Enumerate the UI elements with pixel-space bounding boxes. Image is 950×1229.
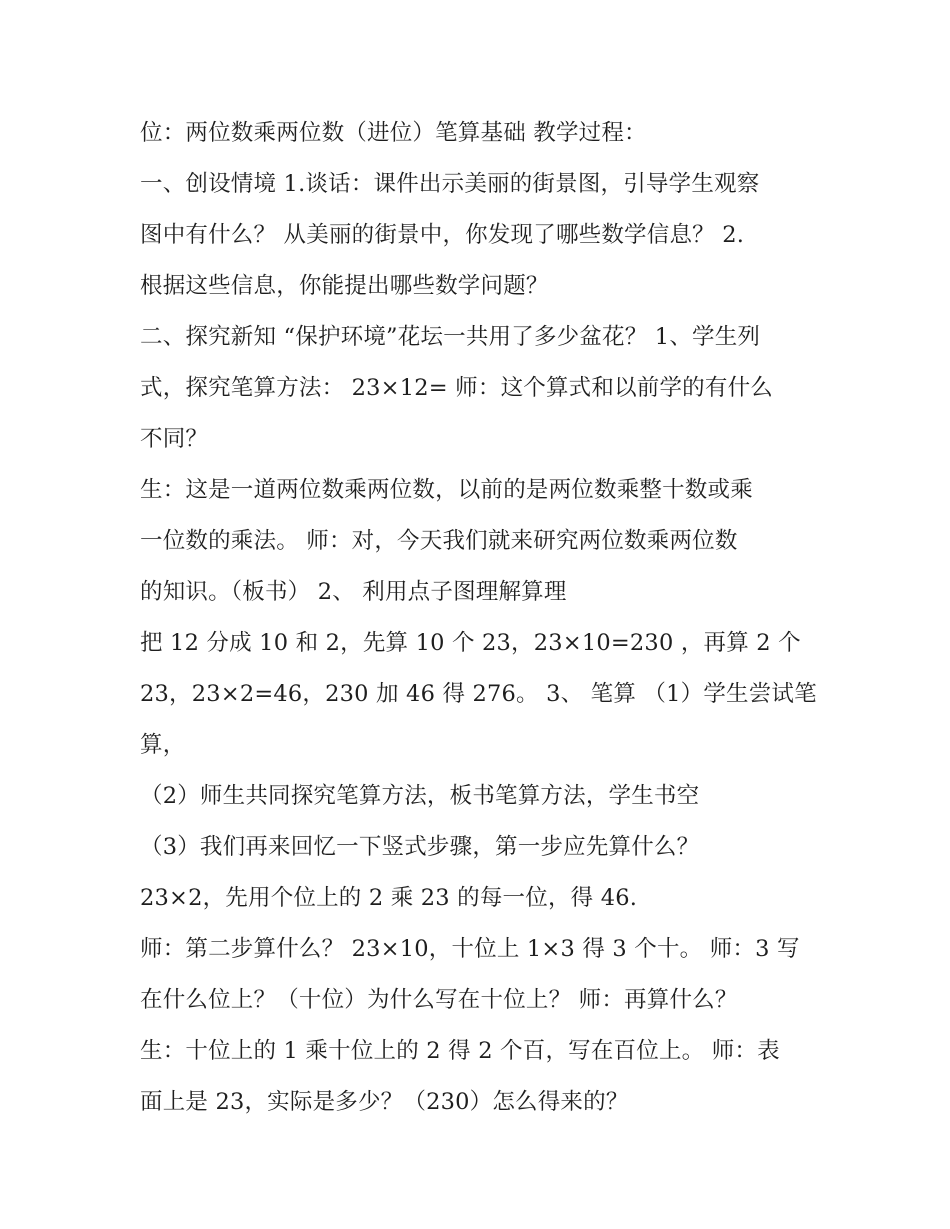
text-line-16: 23×2，先用个位上的 2 乘 23 的每一位，得 46. bbox=[140, 885, 638, 911]
text-line-15: （3）我们再来回忆一下竖式步骤，第一步应先算什么？ bbox=[140, 834, 700, 860]
document-body bbox=[140, 108, 820, 1128]
text-line-11: 把 12 分成 10 和 2，先算 10 个 23，23×10=230 ，再算 2 个 bbox=[140, 630, 801, 656]
text-line-4: 根据这些信息，你能提出哪些数学问题？ bbox=[140, 273, 549, 299]
text-line-5: 二、探究新知 “保护环境”花坛一共用了多少盆花？ 1、学生列 bbox=[140, 324, 761, 350]
text-line-3: 图中有什么？ 从美丽的街景中，你发现了哪些数学信息？ 2. bbox=[140, 222, 745, 248]
text-line-14: （2）师生共同探究笔算方法，板书笔算方法，学生书空 bbox=[140, 783, 700, 809]
text-line-12: 23，23×2=46，230 加 46 得 276。 3、 笔算 （1）学生尝试笔 bbox=[140, 681, 817, 707]
text-line-10: 的知识。（板书） 2、 利用点子图理解算理 bbox=[140, 579, 567, 605]
text-line-19: 生：十位上的 1 乘十位上的 2 得 2 个百，写在百位上。 师：表 bbox=[140, 1038, 780, 1064]
text-line-13: 算， bbox=[140, 732, 186, 758]
text-line-7: 不同？ bbox=[140, 426, 209, 452]
text-line-9: 一位数的乘法。 师：对，今天我们就来研究两位数乘两位数 bbox=[140, 528, 738, 554]
text-line-20: 面上是 23，实际是多少？（230）怎么得来的？ bbox=[140, 1089, 629, 1115]
text-line-8: 生：这是一道两位数乘两位数，以前的是两位数乘整十数或乘 bbox=[140, 477, 753, 503]
text-line-17: 师：第二步算什么？ 23×10，十位上 1×3 得 3 个十。 师：3 写 bbox=[140, 936, 800, 962]
text-line-6: 式，探究笔算方法： 23×12= 师：这个算式和以前学的有什么 bbox=[140, 375, 773, 401]
text-line-2: 一、创设情境 1.谈话：课件出示美丽的街景图，引导学生观察 bbox=[140, 171, 760, 197]
text-line-1: 位：两位数乘两位数（进位）笔算基础 教学过程： bbox=[140, 120, 647, 146]
text-line-18: 在什么位上？（十位）为什么写在十位上？ 师：再算什么？ bbox=[140, 987, 738, 1013]
